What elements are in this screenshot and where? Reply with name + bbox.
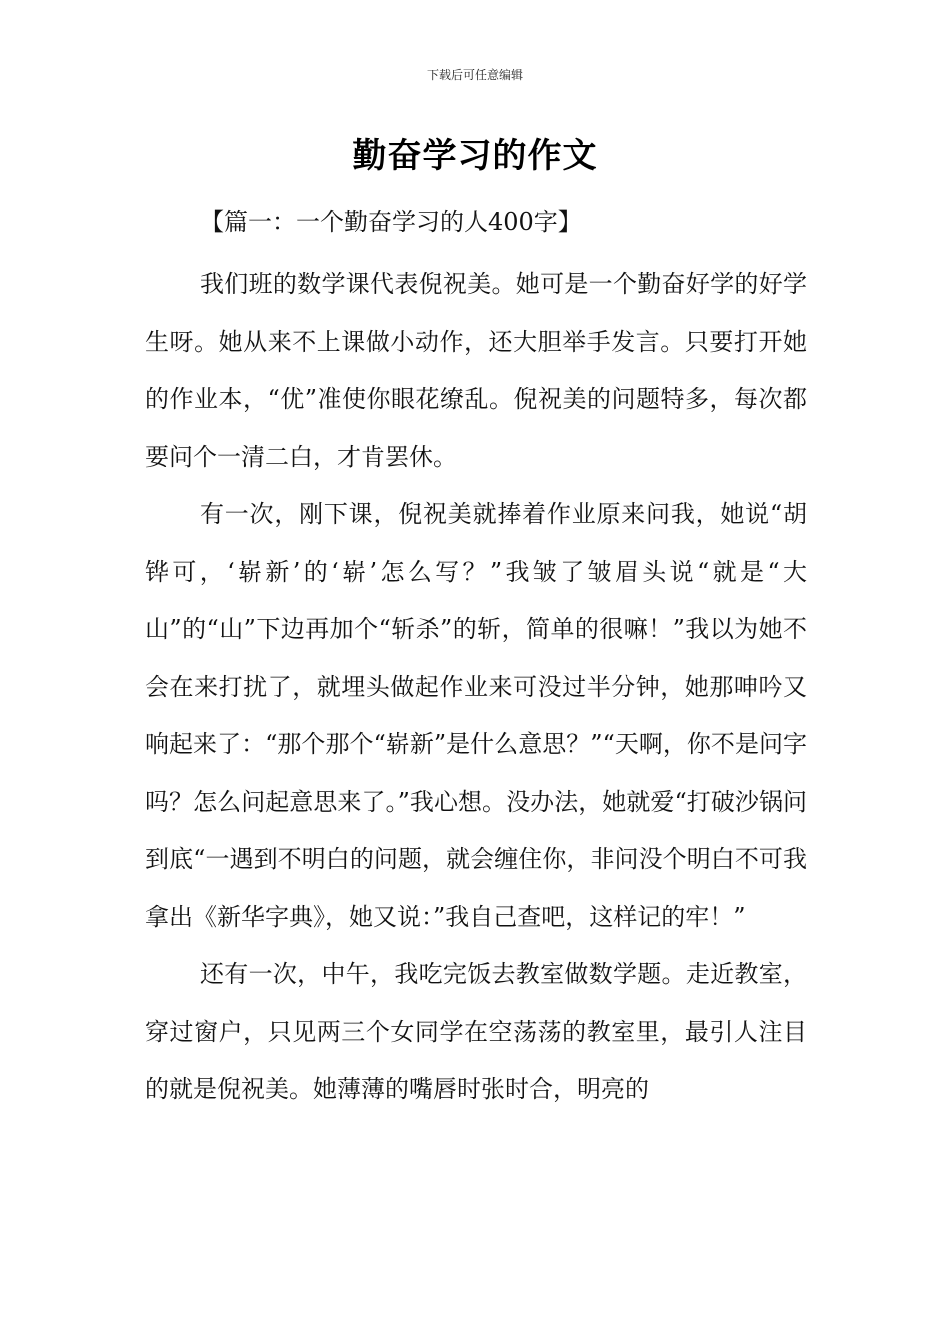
paragraph: 有一次，刚下课，倪祝美就捧着作业原来问我，她说“胡铧可，‘崭新’的‘崭’怎么写？”我皱了皱眉头说“就是“大山”的“山”下边再加个“斩杀”的斩，简单的很嘛！”我以为她不会在来打扰了，就埋头做起作业来可没过半分钟，她那呻吟又响起来了：“那个那个“崭新”是什么意思？”“天啊，你不是问字吗？怎么问起意思来了。”我心想。没办法，她就爱“打破沙锅问到底“一遇到不明白的问题，就会缠住你，非问没个明白不可我拿出《新华字典》，她又说：”我自己查吧，这样记的牢！” xyxy=(145,500,807,931)
document-body xyxy=(145,256,807,1119)
document-title: 勤奋学习的作文 xyxy=(352,136,598,176)
paragraph: 还有一次，中午，我吃完饭去教室做数学题。走近教室，穿过窗户，只见两三个女同学在空荡荡的教室里，最引人注目的就是倪祝美。她薄薄的嘴唇时张时合，明亮的 xyxy=(145,960,807,1103)
section-heading: 【篇一：一个勤奋学习的人400字】 xyxy=(200,208,582,236)
page-header-note: 下载后可任意编辑 xyxy=(426,68,523,82)
paragraph: 我们班的数学课代表倪祝美。她可是一个勤奋好学的好学生呀。她从来不上课做小动作，还大胆举手发言。只要打开她的作业本，“优”准使你眼花缭乱。倪祝美的问题特多，每次都要问个一清二白，才肯罢休。 xyxy=(145,270,807,471)
